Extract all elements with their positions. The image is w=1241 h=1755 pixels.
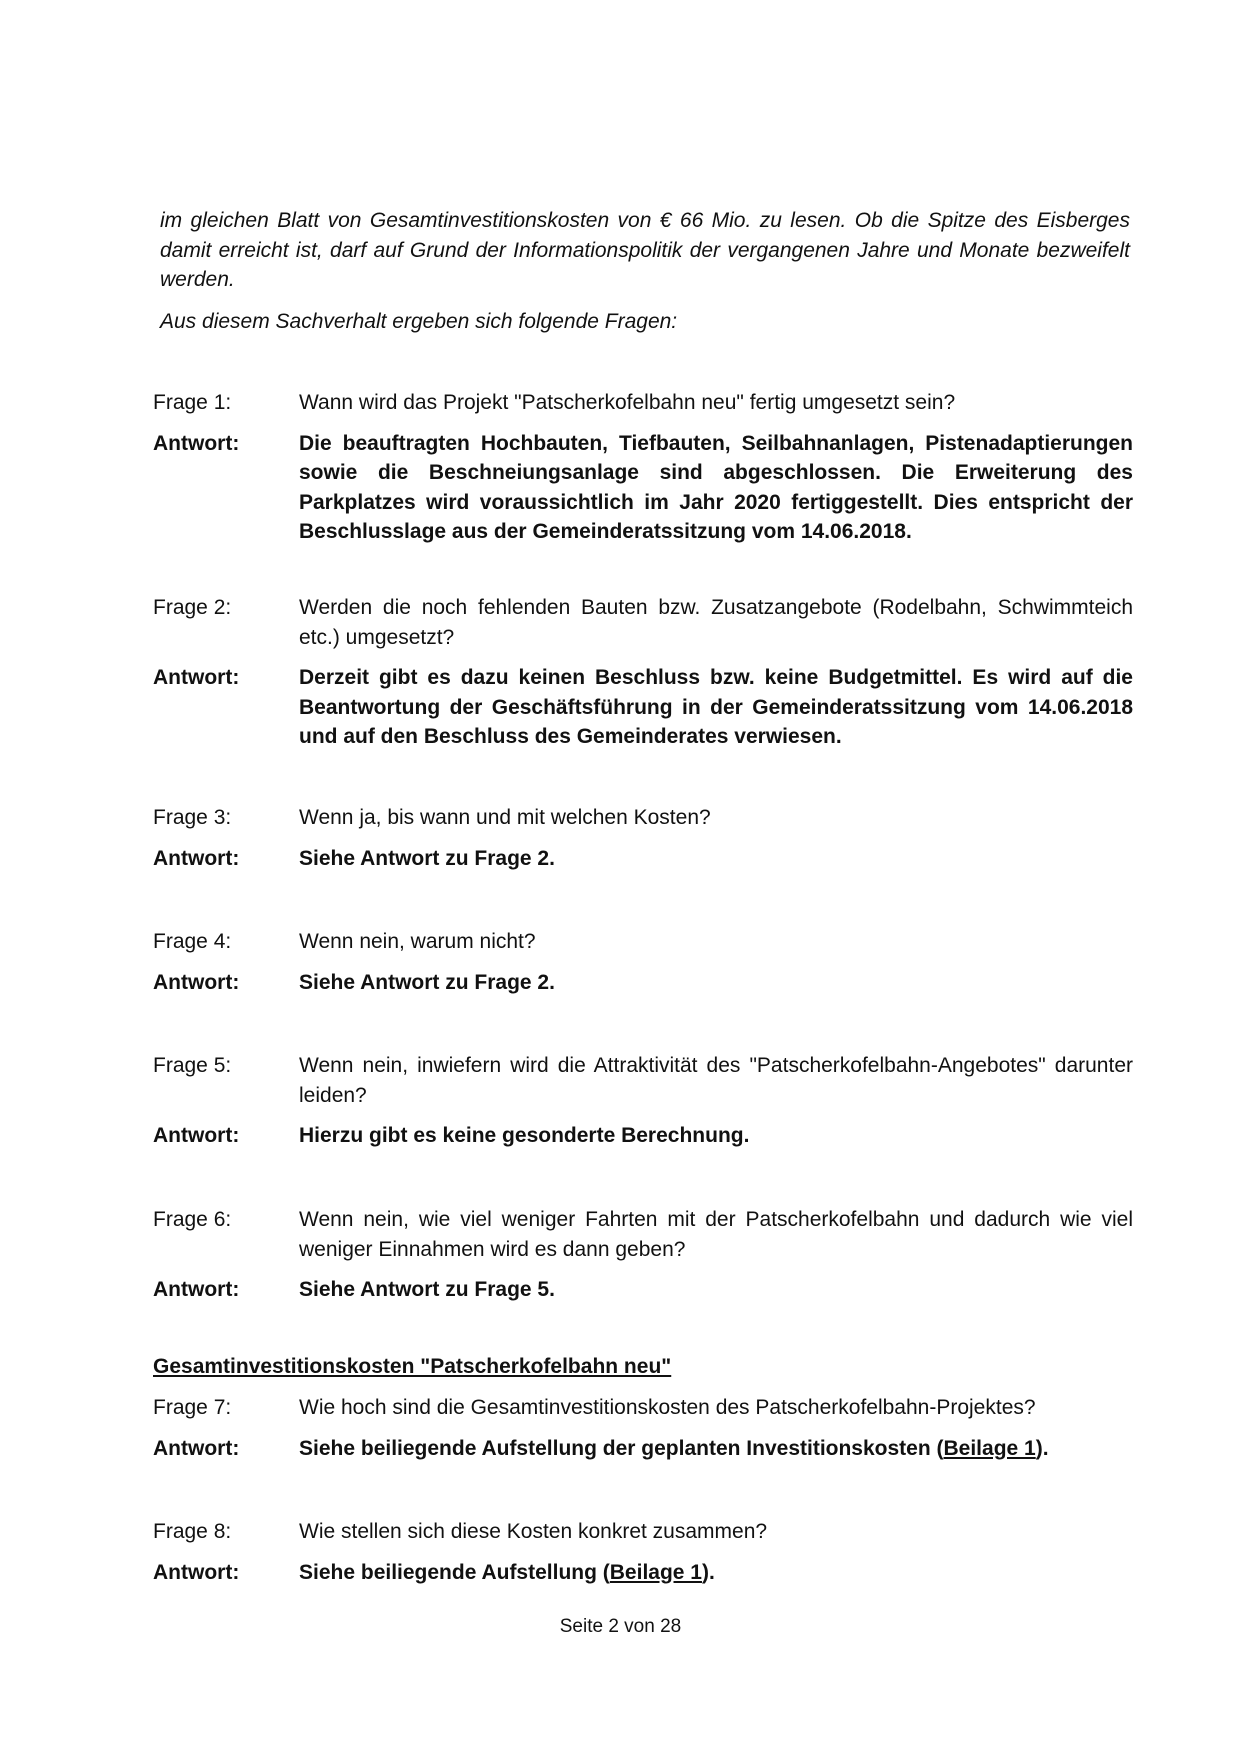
answer-label: Antwort: <box>153 1560 240 1584</box>
answer-text: Siehe Antwort zu Frage 5. <box>299 1278 555 1301</box>
question-row <box>153 593 1133 652</box>
question-label: Frage 7: <box>153 1396 232 1419</box>
question-label: Frage 2: <box>153 596 232 619</box>
question-label: Frage 4: <box>153 930 232 953</box>
answer-prefix: Siehe beiliegende Aufstellung der geplanten Investitionskosten ( <box>299 1436 944 1460</box>
question-row <box>153 803 1133 833</box>
answer-label: Antwort: <box>153 1278 240 1301</box>
answer-text: Siehe Antwort zu Frage 2. <box>299 846 555 870</box>
answer-text: Derzeit gibt es dazu keinen Beschluss bzw. keine Budgetmittel. Es wird auf die Beantwortung der Geschäftsführung in der Gemeinderatssitzung vom 14.06.2018 und auf den Beschluss des Gemeinderates verwiesen. <box>299 666 1133 748</box>
section-heading: Gesamtinvestitionskosten "Patscherkofelbahn neu" <box>153 1355 672 1378</box>
question-label: Frage 5: <box>153 1054 232 1077</box>
qa-item-4 <box>153 927 1133 997</box>
question-row <box>153 1051 1133 1110</box>
answer-row <box>153 429 1133 547</box>
answer-label: Antwort: <box>153 666 240 689</box>
answer-text: Hierzu gibt es keine gesonderte Berechnung. <box>299 1124 750 1147</box>
answer-label: Antwort: <box>153 1436 240 1460</box>
question-row <box>153 1393 1133 1423</box>
qa-item-6 <box>153 1205 1133 1305</box>
question-text: Wenn ja, bis wann und mit welchen Kosten? <box>299 806 711 829</box>
beilage-link[interactable]: Beilage 1 <box>943 1436 1036 1460</box>
question-text: Wann wird das Projekt "Patscherkofelbahn neu" fertig umgesetzt sein? <box>299 391 956 414</box>
qa-item-5 <box>153 1051 1133 1151</box>
question-row <box>153 1517 1133 1547</box>
qa-item-1 <box>153 388 1133 547</box>
beilage-link[interactable]: Beilage 1 <box>609 1560 702 1584</box>
answer-row <box>153 1558 1133 1588</box>
answer-row <box>153 968 1133 998</box>
answer-row <box>153 1434 1133 1464</box>
answer-suffix: ). <box>701 1560 715 1584</box>
answer-text <box>299 1558 1133 1588</box>
answer-row <box>153 1275 1133 1305</box>
question-text: Wenn nein, inwiefern wird die Attraktivität des "Patscherkofelbahn-Angebotes" darunter leiden? <box>299 1054 1133 1107</box>
question-text: Werden die noch fehlenden Bauten bzw. Zusatzangebote (Rodelbahn, Schwimmteich etc.) umgesetzt? <box>299 596 1133 649</box>
question-row <box>153 927 1133 957</box>
intro-lead: Aus diesem Sachverhalt ergeben sich folgende Fragen: <box>160 310 678 333</box>
question-label: Frage 6: <box>153 1208 232 1231</box>
question-label: Frage 3: <box>153 806 232 829</box>
qa-item-3 <box>153 803 1133 873</box>
answer-text: Die beauftragten Hochbauten, Tiefbauten, Seilbahnanlagen, Pistenadaptierungen sowie die Beschneiungsanlage sind abgeschlossen. Die Erweiterung des Parkplatzes wird voraussichtlich im Jahr 2020 fertiggestellt. Dies entspricht der Beschlusslage aus der Gemeinderatssitzung vom 14.06.2018. <box>299 431 1133 543</box>
qa-item-8 <box>153 1517 1133 1587</box>
question-text: Wenn nein, wie viel weniger Fahrten mit der Patscherkofelbahn und dadurch wie viel weniger Einnahmen wird es dann geben? <box>299 1208 1133 1261</box>
page-number: Seite 2 von 28 <box>559 1616 682 1637</box>
question-row <box>153 1205 1133 1264</box>
answer-text: Siehe Antwort zu Frage 2. <box>299 970 555 994</box>
question-text: Wie stellen sich diese Kosten konkret zusammen? <box>299 1520 768 1543</box>
answer-text <box>299 1434 1133 1464</box>
answer-prefix: Siehe beiliegende Aufstellung ( <box>299 1560 610 1584</box>
question-label: Frage 1: <box>153 391 232 414</box>
qa-item-2 <box>153 593 1133 752</box>
answer-label: Antwort: <box>153 970 240 994</box>
question-text: Wenn nein, warum nicht? <box>299 930 536 953</box>
answer-label: Antwort: <box>153 1124 240 1147</box>
question-label: Frage 8: <box>153 1520 232 1543</box>
answer-row <box>153 1121 1133 1151</box>
answer-label: Antwort: <box>153 846 240 870</box>
answer-suffix: ). <box>1035 1436 1049 1460</box>
question-text: Wie hoch sind die Gesamtinvestitionskosten des Patscherkofelbahn-Projektes? <box>299 1396 1036 1419</box>
intro-paragraph: im gleichen Blatt von Gesamtinvestitionskosten von € 66 Mio. zu lesen. Ob die Spitze des Eisberges damit erreicht ist, darf auf Grund der Informationspolitik der vergangenen Jahre und Monate bezweifelt werden. <box>160 209 1130 291</box>
answer-row <box>153 844 1133 874</box>
answer-label: Antwort: <box>153 431 240 455</box>
qa-item-7 <box>153 1393 1133 1463</box>
question-row <box>153 388 1133 418</box>
answer-row <box>153 663 1133 752</box>
